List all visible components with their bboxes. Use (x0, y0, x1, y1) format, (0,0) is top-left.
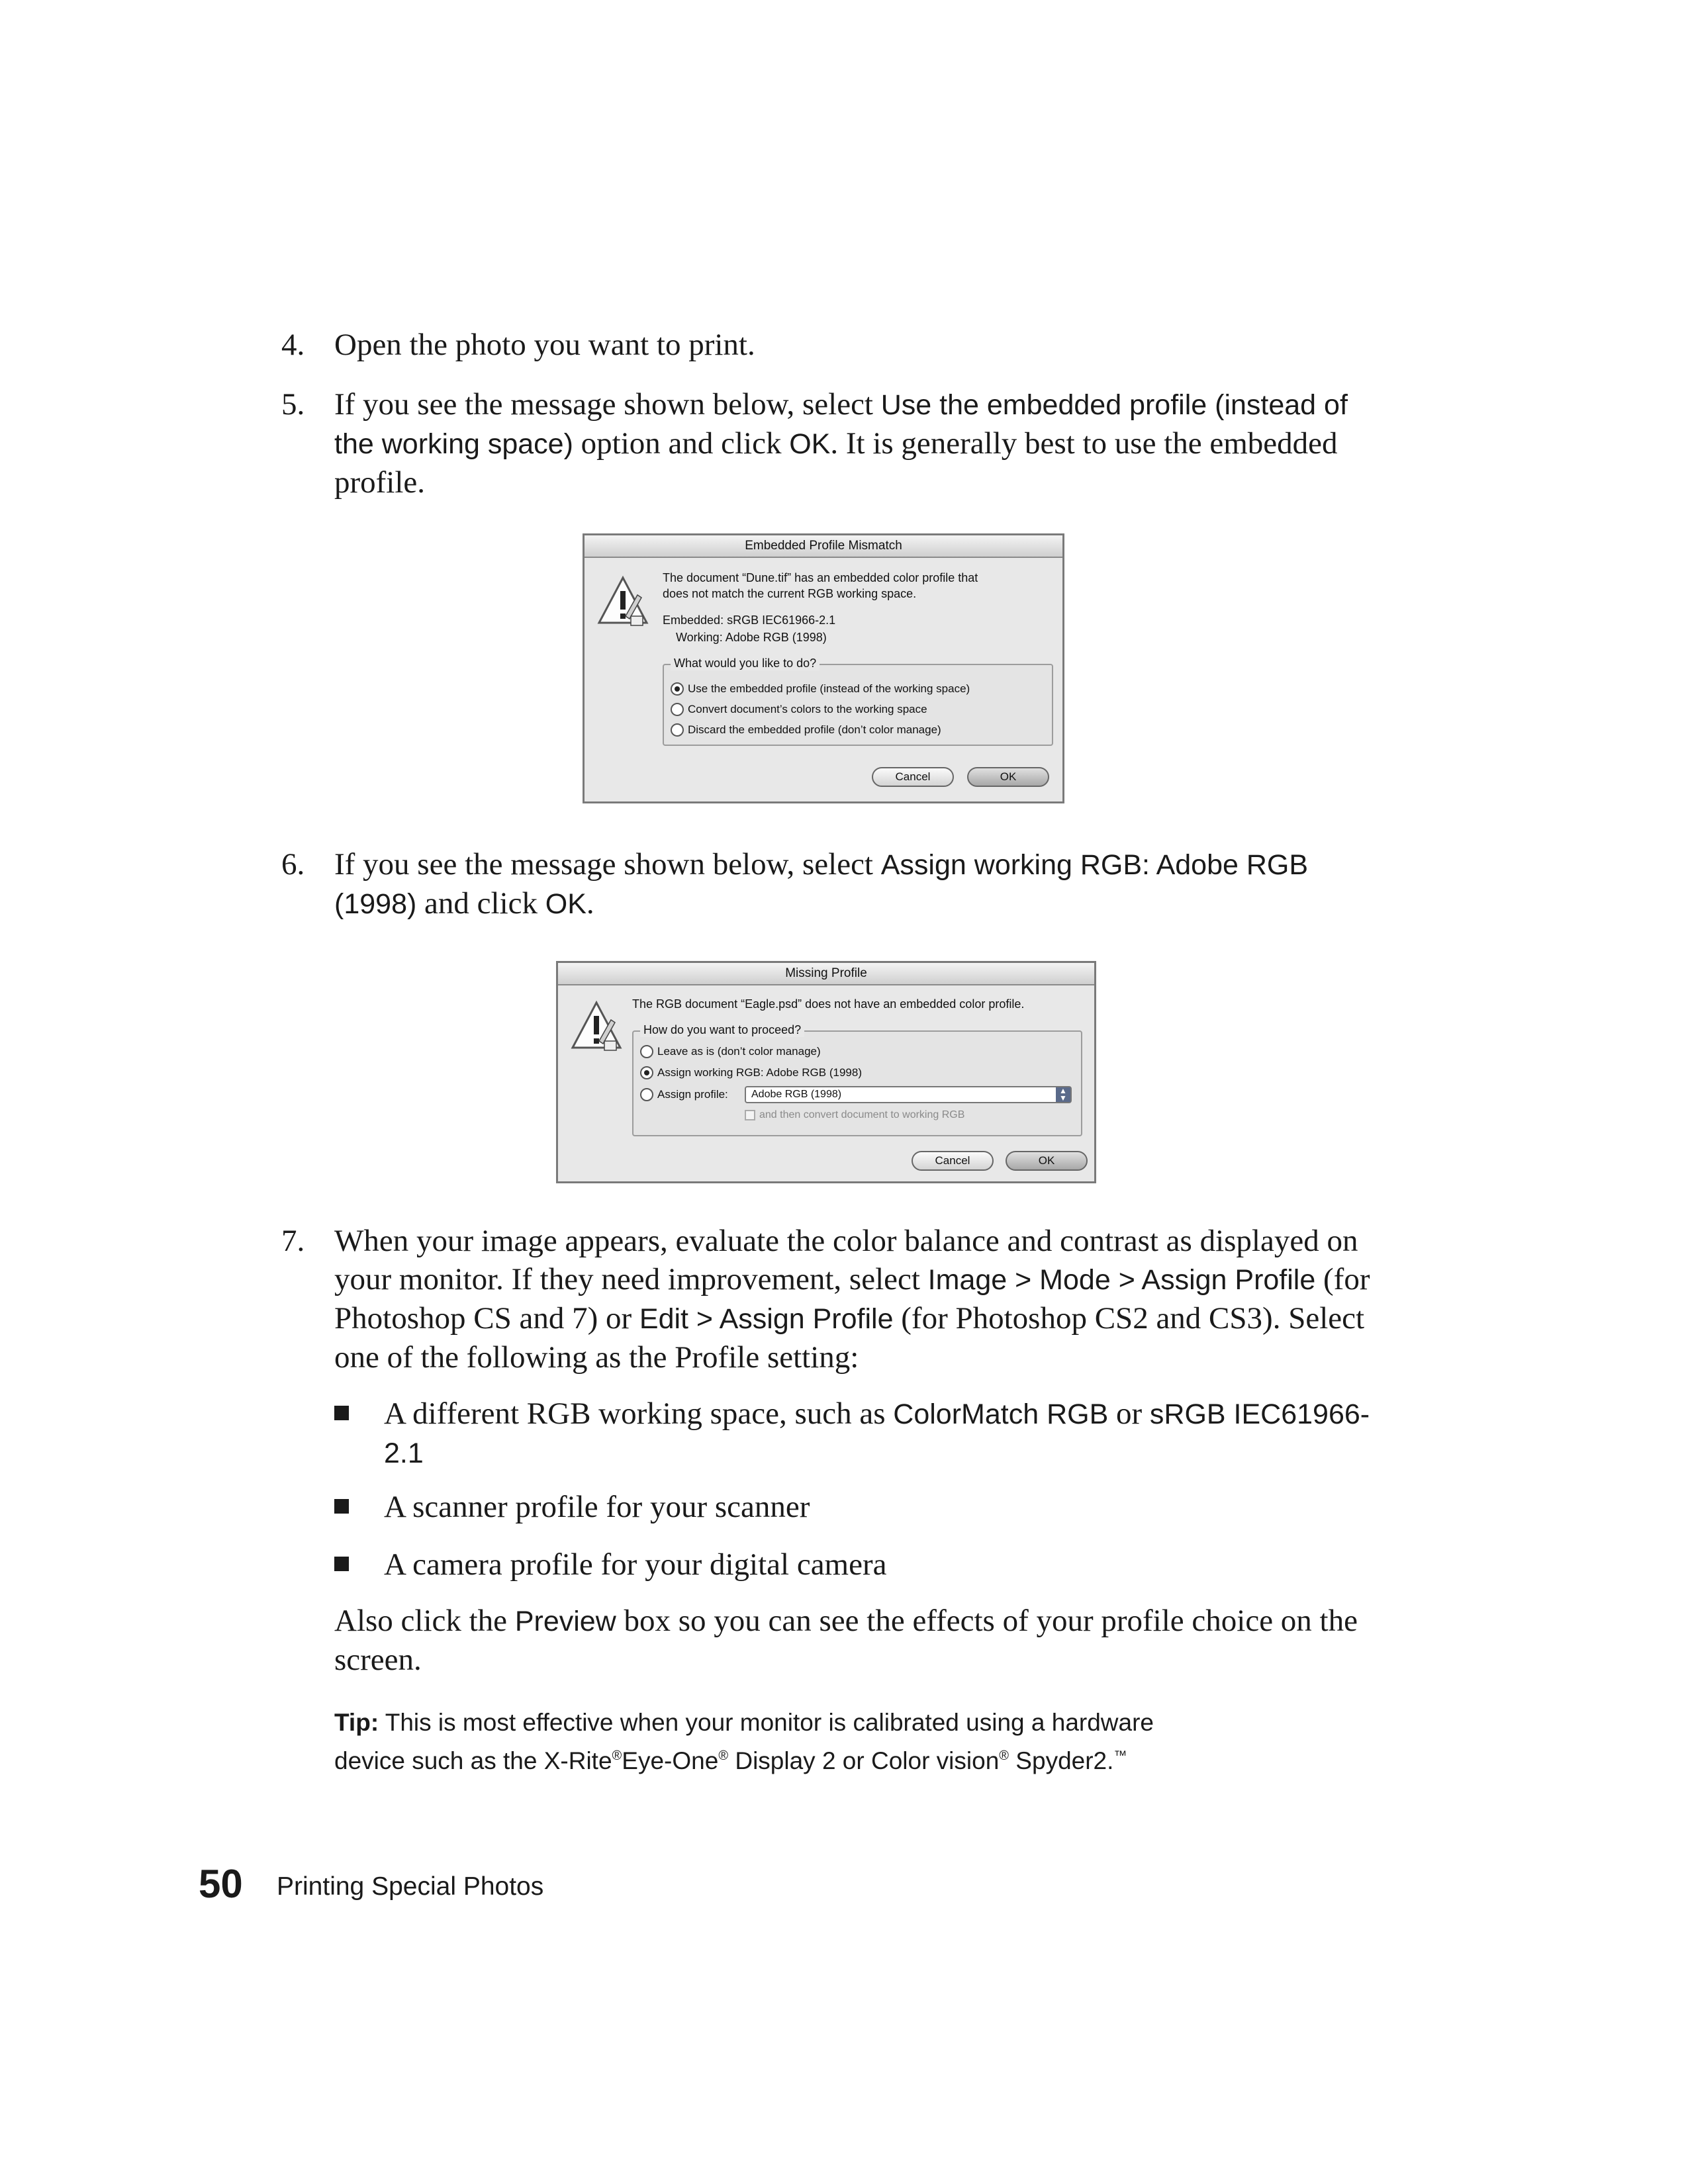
bullet-item (334, 1545, 1380, 1585)
radio-label: Assign profile: (657, 1088, 728, 1101)
ui-term: OK (545, 888, 586, 920)
step-text-part: . It is generally best to use the embedded profile. (334, 426, 1338, 500)
embedded-profile-mismatch-dialog (583, 533, 1064, 803)
tip-note (334, 1706, 1327, 1778)
embedded-profile-label: Embedded: sRGB IEC61966-2.1 (663, 614, 836, 627)
bullet-item (334, 1488, 1380, 1527)
step-number: 6. (281, 847, 305, 882)
dialog-title: Missing Profile (558, 963, 1094, 985)
warning-icon (596, 575, 649, 628)
radio-convert-colors[interactable] (671, 703, 684, 716)
bullet-item (334, 1394, 1380, 1474)
checkbox-label: and then convert document to working RGB (759, 1109, 965, 1120)
step-text-part: option and click (573, 426, 790, 461)
tip-text: Eye-One (622, 1747, 719, 1774)
ui-term: Preview (514, 1606, 616, 1637)
radio-label: Convert document’s colors to the working space (688, 703, 927, 715)
missing-profile-dialog (556, 961, 1096, 1183)
ui-term: Use the embedded profile (instead of the working space) (334, 389, 1348, 460)
step-text (334, 845, 1380, 923)
options-group-title: How do you want to proceed? (640, 1023, 804, 1037)
dialog-message-line2: does not match the current RGB working space. (663, 587, 917, 600)
radio-assign-working-rgb[interactable] (640, 1066, 653, 1079)
bullet-square-icon (334, 1557, 349, 1571)
step-text-part: When your image appears, evaluate the color balance and contrast as displayed on your monitor. If they need improvement, select (334, 1224, 1358, 1297)
step-text: Open the photo you want to print. (334, 328, 755, 362)
radio-label: Leave as is (don’t color manage) (657, 1045, 821, 1058)
para-text-part: Also click the (334, 1604, 515, 1638)
step-text (334, 385, 1380, 502)
ok-button[interactable]: OK (1006, 1151, 1088, 1171)
bullet-square-icon (334, 1499, 349, 1514)
registered-mark: ® (612, 1749, 622, 1763)
ui-term: Image > Mode > Assign Profile (927, 1264, 1316, 1296)
ui-term: ColorMatch RGB (893, 1398, 1109, 1430)
ui-term: OK (789, 428, 831, 460)
radio-leave-as-is[interactable] (640, 1045, 653, 1058)
tip-line1 (334, 1706, 1327, 1739)
cancel-button[interactable]: Cancel (912, 1151, 994, 1171)
ui-term: sRGB IEC61966-2.1 (384, 1398, 1370, 1469)
ui-term: Edit > Assign Profile (639, 1303, 894, 1335)
step-number: 5. (281, 387, 305, 422)
page-number: 50 (199, 1862, 243, 1906)
step-text-part: (for Photoshop CS and 7) or (334, 1262, 1370, 1336)
dialog-message-line1: The document “Dune.tif” has an embedded color profile that (663, 571, 978, 584)
registered-mark: ® (718, 1749, 729, 1763)
tip-text: This is most effective when your monitor is calibrated using a hardware (379, 1709, 1154, 1736)
bullet-text-part: A different RGB working space, such as (384, 1396, 894, 1431)
registered-mark: ® (999, 1749, 1009, 1763)
step-number: 7. (281, 1224, 305, 1258)
ok-button[interactable]: OK (967, 767, 1049, 787)
bullet-square-icon (334, 1406, 349, 1420)
radio-label: Discard the embedded profile (don’t color manage) (688, 723, 941, 736)
profile-select[interactable] (745, 1086, 1072, 1103)
dialog-title: Embedded Profile Mismatch (585, 535, 1062, 558)
profile-select-value: Adobe RGB (1998) (751, 1089, 842, 1100)
para-text-part: box so you can see the effects of your profile choice on the screen. (334, 1604, 1358, 1677)
step-text-part: . (586, 886, 594, 921)
radio-label: Assign working RGB: Adobe RGB (1998) (657, 1066, 862, 1079)
tip-text: Spyder2. (1009, 1747, 1114, 1774)
radio-discard-profile[interactable] (671, 723, 684, 737)
step-6 (281, 845, 1374, 925)
radio-use-embedded[interactable] (671, 682, 684, 696)
step-text-part: and click (416, 886, 545, 921)
working-profile-label: Working: Adobe RGB (1998) (676, 631, 827, 644)
step-text (334, 1222, 1380, 1377)
step-5 (281, 385, 1374, 504)
bullet-text: A camera profile for your digital camera (384, 1547, 887, 1582)
preview-paragraph (334, 1602, 1380, 1681)
convert-checkbox[interactable] (745, 1110, 755, 1120)
ui-term: Assign working RGB: Adobe RGB (1998) (334, 849, 1309, 920)
tip-line2 (334, 1739, 1327, 1778)
tip-label: Tip: (334, 1709, 379, 1736)
section-title: Printing Special Photos (277, 1872, 544, 1901)
trademark-mark: ™ (1113, 1749, 1127, 1763)
tip-text: device such as the X-Rite (334, 1747, 612, 1774)
tip-text: Display 2 or Color vision (728, 1747, 1000, 1774)
step-4 (281, 326, 1374, 365)
radio-assign-profile[interactable] (640, 1088, 653, 1101)
step-text-part: If you see the message shown below, select (334, 847, 881, 882)
step-number: 4. (281, 328, 305, 362)
radio-label: Use the embedded profile (instead of the working space) (688, 682, 970, 695)
cancel-button[interactable]: Cancel (872, 767, 954, 787)
warning-icon (570, 1000, 623, 1053)
select-arrows-icon: ▲ ▼ (1056, 1087, 1070, 1102)
step-text-part: (for Photoshop CS2 and CS3). Select one of the following as the Profile setting: (334, 1301, 1365, 1375)
bullet-text (384, 1394, 1377, 1473)
dialog-message: The RGB document “Eagle.psd” does not have an embedded color profile. (632, 997, 1025, 1011)
bullet-text: A scanner profile for your scanner (384, 1490, 810, 1524)
bullet-text-part: or (1108, 1396, 1150, 1431)
step-7 (281, 1222, 1374, 1381)
options-group-title: What would you like to do? (671, 656, 820, 670)
step-text-part: If you see the message shown below, select (334, 387, 881, 422)
